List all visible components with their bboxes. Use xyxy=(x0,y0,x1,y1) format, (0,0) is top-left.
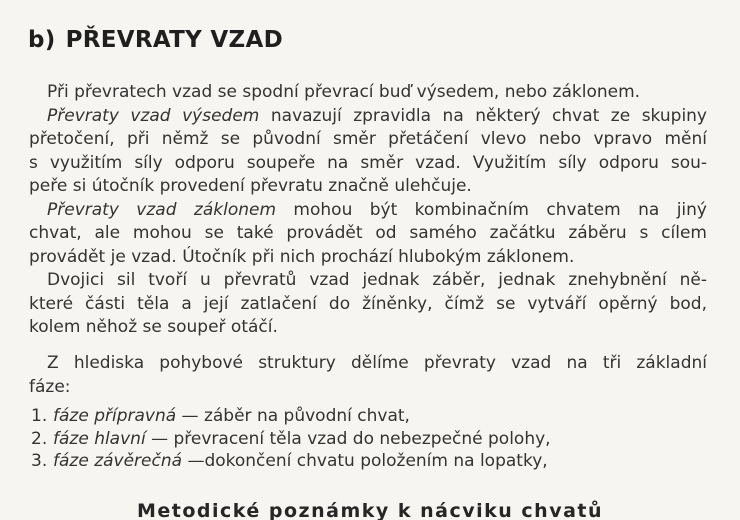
phase-name: fáze hlavní xyxy=(53,428,146,449)
term-vysedem: Převraty vzad výsedem xyxy=(47,105,260,126)
text-span: mohou být kombinačním chvatem na jiný xyxy=(276,199,707,220)
text-span: navazují zpravidla na některý chvat ze skupiny xyxy=(259,105,707,126)
section-label: b) xyxy=(28,27,56,53)
section-heading xyxy=(28,27,283,53)
text-line: Z hlediska pohybové struktury dělíme převraty vzad na tři základní xyxy=(47,353,707,373)
paragraph-intro xyxy=(29,81,707,105)
text-line xyxy=(29,199,707,223)
list-number: 1. xyxy=(31,406,48,426)
phase-name: fáze závěrečná xyxy=(53,451,183,471)
text-line: s využitím síly odporu soupeře na směr vzad. Využitím síly odporu sou- xyxy=(29,152,707,173)
text-line: chvat, ale mohou se také provádět od samého začátku záběru s cílem xyxy=(29,223,707,243)
text-line: přetočení, při němž se původní směr přetáčení vlevo nebo vpravo mění xyxy=(29,129,707,149)
phases-list xyxy=(31,405,551,473)
phase-description: —dokončení chvatu položením na lopatky, xyxy=(182,451,548,471)
list-item xyxy=(31,428,551,451)
list-number: 2. xyxy=(31,428,48,449)
phase-description: — převracení těla vzad do nebezpečné polohy, xyxy=(145,428,551,449)
paragraph-forces xyxy=(29,269,707,340)
paragraph-zaklonem xyxy=(29,199,707,270)
term-zaklonem: Převraty vzad záklonem xyxy=(47,199,277,220)
list-number: 3. xyxy=(31,451,48,471)
list-item xyxy=(31,450,551,473)
text-line: Dvojici sil tvoří u převratů vzad jednak záběr, jednak znehybnění ně- xyxy=(47,270,707,290)
phase-name: fáze přípravná xyxy=(53,406,177,426)
phase-description: — záběr na původní chvat, xyxy=(176,406,410,426)
paragraph-vysedem xyxy=(29,105,707,199)
text-line xyxy=(29,105,707,129)
list-item xyxy=(31,405,551,428)
text-line: provádět je vzad. Útočník při nich prochází hlubokým záklonem. xyxy=(29,246,575,267)
text-line: peře si útočník provedení převratu značně ulehčuje. xyxy=(29,176,472,196)
text-line: Při převratech vzad se spodní převrací buď výsedem, nebo záklonem. xyxy=(47,82,641,102)
section-title: PŘEVRATY VZAD xyxy=(65,27,284,53)
text-line: kolem něhož se soupeř otáčí. xyxy=(29,317,278,337)
text-line: které části těla a její zatlačení do žíněnky, čímž se vytváří opěrný bod, xyxy=(29,293,707,314)
paragraph-structure xyxy=(29,352,707,399)
text-line: fáze: xyxy=(29,376,71,397)
subsection-heading: Metodické poznámky k nácviku chvatů xyxy=(136,500,604,520)
